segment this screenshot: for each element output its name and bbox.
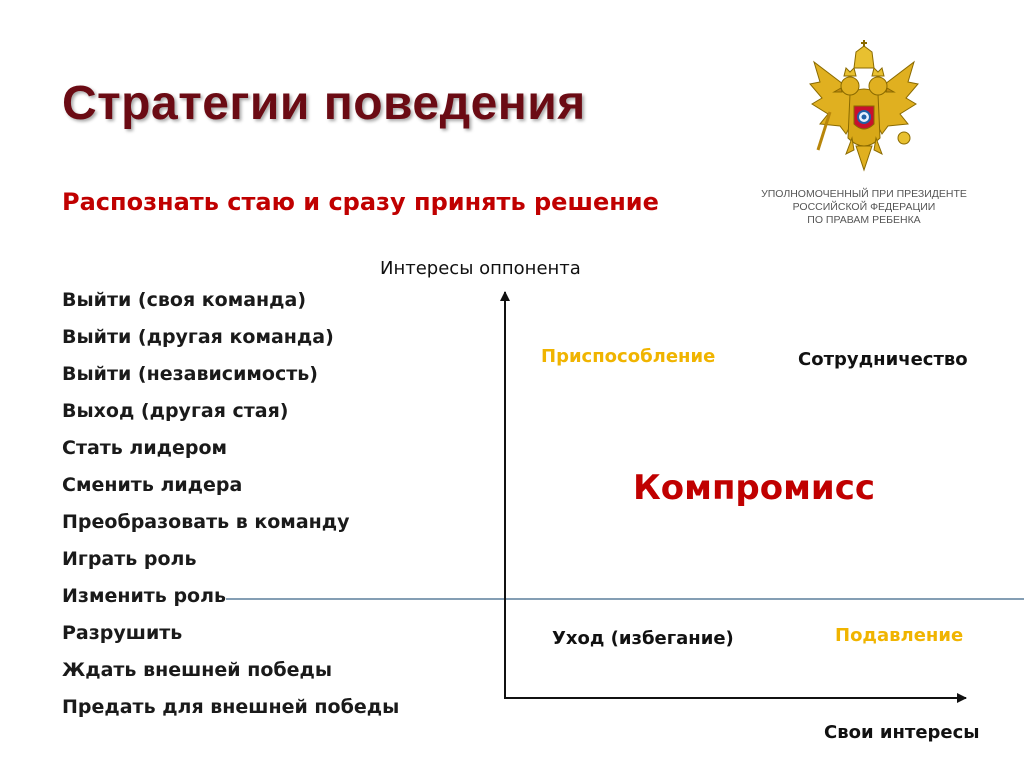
quadrant-compromise: Компромисс [633, 468, 876, 508]
list-item: Стать лидером [62, 437, 228, 459]
list-item: Выйти (другая команда) [62, 326, 334, 348]
quadrant-accommodation: Приспособление [541, 346, 716, 367]
list-item: Предать для внешней победы [62, 696, 400, 718]
list-item: Играть роль [62, 548, 197, 570]
x-axis-label: Свои интересы [824, 722, 980, 743]
list-item: Ждать внешней победы [62, 659, 333, 681]
list-item: Сменить лидера [62, 474, 243, 496]
list-item: Выйти (своя команда) [62, 289, 307, 311]
list-item: Выход (другая стая) [62, 400, 289, 422]
slide-subtitle: Распознать стаю и сразу принять решение [62, 188, 659, 216]
organization-caption: УПОЛНОМОЧЕННЫЙ ПРИ ПРЕЗИДЕНТЕ РОССИЙСКОЙ ФЕДЕРАЦИИ ПО ПРАВАМ РЕБЕНКА [761, 188, 967, 226]
list-item: Выйти (независимость) [62, 363, 318, 385]
quadrant-cooperation: Сотрудничество [798, 349, 968, 370]
quadrant-suppression: Подавление [835, 625, 964, 646]
list-item: Преобразовать в команду [62, 511, 350, 533]
list-item: Изменить роль [62, 585, 227, 607]
quadrant-avoidance: Уход (избегание) [552, 628, 734, 649]
slide-title: Стратегии поведения [62, 77, 586, 130]
y-axis-label: Интересы оппонента [380, 258, 581, 279]
list-item: Разрушить [62, 622, 183, 644]
